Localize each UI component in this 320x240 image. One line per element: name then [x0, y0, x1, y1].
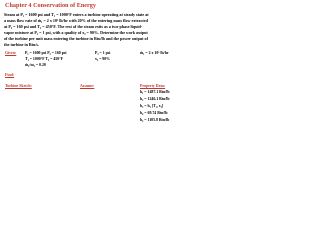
property-item: h₃ = h₁ [T₁, x₁] [140, 104, 164, 108]
problem-line: Steam at P₁ = 1600 psi and T₁ = 1000°F enters a turbine operating at steady state at [4, 12, 149, 17]
given-value: ṁ₁/m₁ = 0.20 [25, 63, 46, 67]
problem-line: at P₂ = 160 psi and T₂ = 450°F. The rest of the steam exits as a two-phase liquid- [4, 24, 143, 30]
given-value: T₁ = 1000°F T₂ = 450°F [25, 57, 64, 61]
given-value: P₃ = 1 psi [95, 51, 111, 55]
problem-line: a mass flow rate of ṁ₁ = 2 x 10⁵ lb/hr with 20% of the entering mass flow extracted [4, 18, 148, 24]
given-value: ṁ₁ = 2 x 10⁵ lb/hr [140, 51, 169, 55]
problem-line: vapor mixture at P₃ = 1 psi, with a quality of x₃ = 90%. Determine the work output [4, 30, 148, 36]
given-value: x₃ = 90% [95, 57, 111, 61]
given-value: P₁ = 1600 psi P₂ = 160 psi [25, 51, 67, 55]
property-item: h₂ = 1246.1 Btu/lb [140, 97, 170, 101]
property-item: h₃ = 1105.8 Btu/lb [140, 118, 170, 122]
find-label: Find: [5, 73, 15, 77]
property-item: h₄ = 69.74 Btu/lb [140, 111, 168, 115]
given-label: Given: [5, 51, 17, 55]
problem-line: the turbine in Btu/s. [4, 42, 40, 48]
problem-line: of the turbine per unit mass entering the turbine in Btu/lb and the power output of [4, 36, 148, 42]
problem-statement [4, 12, 197, 49]
property-item: h₁ = 1487.1 Btu/lb [140, 90, 170, 94]
property-data-label: Property Data: [140, 84, 166, 88]
turbine-sketch-label: Turbine Sketch: [5, 84, 32, 88]
assume-label: Assume: [80, 84, 95, 88]
chapter-title: Chapter 4 Conservation of Energy [5, 2, 96, 9]
